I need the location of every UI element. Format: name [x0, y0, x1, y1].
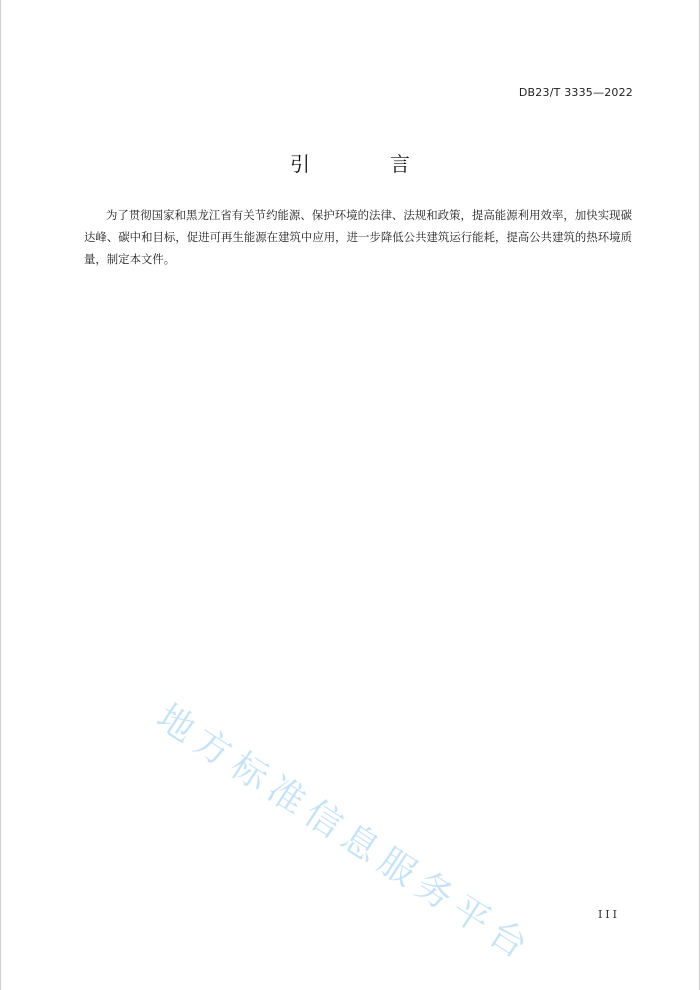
- standard-code: DB23/T 3335—2022: [518, 86, 633, 99]
- intro-paragraph: 为了贯彻国家和黑龙江省有关节约能源、保护环境的法律、法规和政策，提高能源利用效率，加快实现碳达峰、碳中和目标，促进可再生能源在建筑中应用，进一步降低公共建筑运行能耗，提高公共建筑的热环境质量，制定本文件。: [84, 208, 632, 266]
- watermark-text: 地方标准信息服务平台: [149, 696, 541, 971]
- page-number: III: [597, 908, 620, 921]
- section-title: 引 言: [290, 152, 440, 176]
